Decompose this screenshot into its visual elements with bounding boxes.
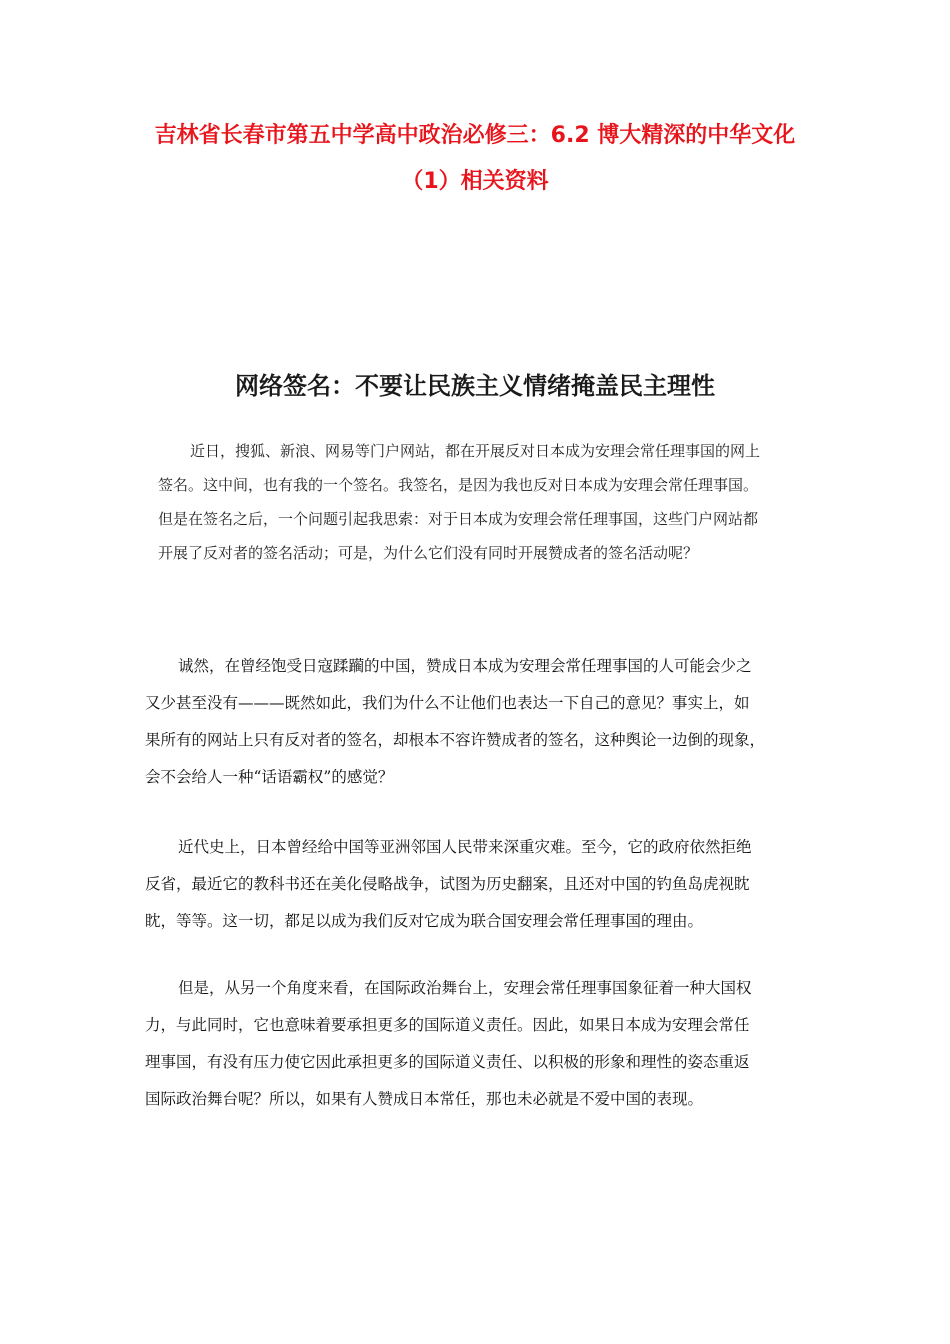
body-paragraph-1 xyxy=(145,648,805,796)
paragraph-line: 但是，从另一个角度来看，在国际政治舞台上，安理会常任理事国象征着一种大国权 xyxy=(178,979,752,997)
paragraph-line: 诚然，在曾经饱受日寇蹂躏的中国，赞成日本成为安理会常任理事国的人可能会少之 xyxy=(178,657,752,675)
intro-paragraph xyxy=(158,434,798,570)
body-paragraph-3 xyxy=(145,970,805,1118)
intro-line: 但是在签名之后，一个问题引起我思索：对于日本成为安理会常任理事国，这些门户网站都 xyxy=(158,510,759,528)
paragraph-line: 会不会给人一种“话语霸权”的感觉？ xyxy=(145,768,394,786)
intro-line: 近日，搜狐、新浪、网易等门户网站，都在开展反对日本成为安理会常任理事国的网上 xyxy=(190,442,761,460)
body-paragraph-2 xyxy=(145,829,805,940)
intro-line: 开展了反对者的签名活动；可是，为什么它们没有同时开展赞成者的签名活动呢？ xyxy=(158,544,699,562)
paragraph-line: 眈，等等。这一切，都足以成为我们反对它成为联合国安理会常任理事国的理由。 xyxy=(145,912,704,930)
document-title-line-1: 吉林省长春市第五中学高中政治必修三：6.2 博大精深的中华文化 xyxy=(154,123,796,148)
paragraph-line: 又少甚至没有———既然如此，我们为什么不让他们也表达一下自己的意见？事实上，如 xyxy=(145,694,750,712)
article-heading: 网络签名：不要让民族主义情绪掩盖民主理性 xyxy=(235,371,715,400)
paragraph-line: 近代史上，日本曾经给中国等亚洲邻国人民带来深重灾难。至今，它的政府依然拒绝 xyxy=(178,838,752,856)
document-title-line-2: （1）相关资料 xyxy=(401,169,549,194)
paragraph-line: 国际政治舞台呢？所以，如果有人赞成日本常任，那也未必就是不爱中国的表现。 xyxy=(145,1090,704,1108)
paragraph-line: 反省，最近它的教科书还在美化侵略战争，试图为历史翻案，且还对中国的钓鱼岛虎视眈 xyxy=(145,875,750,893)
paragraph-line: 果所有的网站上只有反对者的签名，却根本不容许赞成者的签名，这种舆论一边倒的现象， xyxy=(145,731,766,749)
intro-line: 签名。这中间，也有我的一个签名。我签名，是因为我也反对日本成为安理会常任理事国。 xyxy=(158,476,759,494)
paragraph-line: 力，与此同时，它也意味着要承担更多的国际道义责任。因此，如果日本成为安理会常任 xyxy=(145,1016,750,1034)
paragraph-line: 理事国，有没有压力使它因此承担更多的国际道义责任、以积极的形象和理性的姿态重返 xyxy=(145,1053,750,1071)
